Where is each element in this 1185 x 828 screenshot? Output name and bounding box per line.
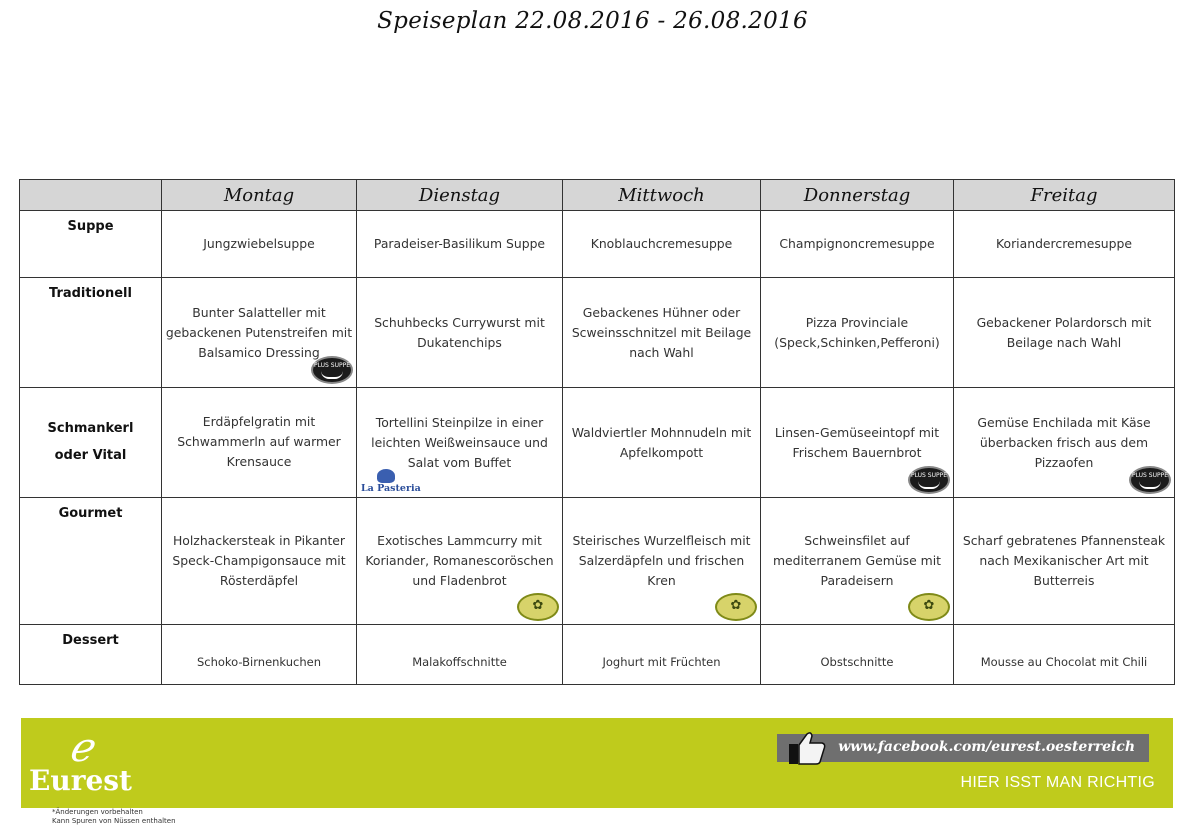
day-header-mittwoch: Mittwoch	[563, 180, 761, 211]
dish-cell: Knoblauchcremesuppe	[563, 211, 761, 278]
category-suppe: Suppe	[20, 211, 162, 278]
dish-cell: Champignoncremesuppe	[761, 211, 954, 278]
dish-text: Bunter Salatteller mit gebackenen Putenstreifen mit Balsamico Dressing	[165, 304, 353, 360]
dish-cell: Mousse au Chocolat mit Chili	[954, 625, 1175, 685]
dish-cell: Gebackenes Hühner oder Scweinsschnitzel mit Beilage nach Wahl	[563, 278, 761, 388]
facebook-bar[interactable]	[777, 734, 1149, 762]
eurest-brand: Eurest	[29, 764, 132, 797]
dish-cell: Koriandercremesuppe	[954, 211, 1175, 278]
dish-text: Steirisches Wurzelfleisch mit Salzerdäpfeln und frischen Kren	[572, 533, 751, 588]
dish-cell: Joghurt mit Früchten	[563, 625, 761, 685]
dish-cell: Pizza Provinciale (Speck,Schinken,Pefferoni)	[761, 278, 954, 388]
thumbs-up-icon	[787, 730, 827, 766]
row-gourmet	[20, 498, 1175, 625]
dish-text: Linsen-Gemüseeintopf mit Frischem Bauernbrot	[774, 424, 940, 460]
dish-text: Gemüse Enchilada mit Käse überbacken frisch aus dem Pizzaofen	[977, 414, 1151, 470]
dish-cell	[761, 388, 954, 498]
header-row	[20, 180, 1175, 211]
dish-cell	[954, 388, 1175, 498]
dish-text: Schweinsfilet auf mediterranem Gemüse mit Paradeisern	[772, 533, 942, 588]
dish-text: Tortellini Steinpilze in einer leichten Weißweinsauce und Salat vom Buffet	[371, 414, 548, 470]
dish-cell: Waldviertler Mohnnudeln mit Apfelkompott	[563, 388, 761, 498]
dish-cell: Obstschnitte	[761, 625, 954, 685]
soup-bowl-icon	[918, 481, 940, 489]
dish-cell: Scharf gebratenes Pfannensteak nach Mexikanischer Art mit Butterreis	[954, 498, 1175, 625]
footnote-nuts: Kann Spuren von Nüssen enthalten	[52, 817, 176, 825]
plus-suppe-icon	[1129, 466, 1171, 494]
dish-cell: Holzhackersteak in Pikanter Speck-Champigonsauce mit Rösterdäpfel	[162, 498, 357, 625]
dish-cell: Gebackener Polardorsch mit Beilage nach Wahl	[954, 278, 1175, 388]
category-gourmet: Gourmet	[20, 498, 162, 625]
menu-table	[19, 179, 1175, 685]
row-dessert	[20, 625, 1175, 685]
plus-suppe-label: PLUS SUPPE	[314, 362, 350, 369]
facebook-link[interactable]: www.facebook.com/eurest.oesterreich	[838, 739, 1135, 755]
la-pasteria-label: La Pasteria	[361, 483, 421, 494]
soup-bowl-icon	[321, 371, 343, 379]
day-header-montag: Montag	[162, 180, 357, 211]
soup-bowl-icon	[1139, 481, 1161, 489]
page-title: Speiseplan 22.08.2016 - 26.08.2016	[377, 8, 808, 34]
day-header-donnerstag: Donnerstag	[761, 180, 954, 211]
plus-suppe-label: PLUS SUPPE	[1132, 472, 1168, 479]
row-schmankerl	[20, 388, 1175, 498]
footnotes	[52, 808, 176, 826]
dish-cell: Malakoffschnitte	[357, 625, 563, 685]
dish-cell: Jungzwiebelsuppe	[162, 211, 357, 278]
dish-cell: Paradeiser-Basilikum Suppe	[357, 211, 563, 278]
plus-suppe-label: PLUS SUPPE	[911, 472, 947, 479]
dish-cell: Erdäpfelgratin mit Schwammerln auf warmer Krensauce	[162, 388, 357, 498]
dish-cell	[162, 278, 357, 388]
day-header-freitag: Freitag	[954, 180, 1175, 211]
dish-cell: Schuhbecks Currywurst mit Dukatenchips	[357, 278, 563, 388]
chef-icon	[377, 469, 395, 483]
category-dessert: Dessert	[20, 625, 162, 685]
eurest-logo	[29, 725, 132, 797]
gourmet-seal-icon: ✿	[715, 593, 757, 621]
dish-cell	[357, 498, 563, 625]
row-traditionell	[20, 278, 1175, 388]
slogan: HIER ISST MAN RICHTIG	[960, 774, 1155, 791]
category-line: oder Vital	[54, 448, 127, 463]
category-schmankerl	[20, 388, 162, 498]
dish-cell: Schoko-Birnenkuchen	[162, 625, 357, 685]
dish-cell	[761, 498, 954, 625]
header-corner	[20, 180, 162, 211]
plus-suppe-icon	[311, 356, 353, 384]
row-suppe	[20, 211, 1175, 278]
la-pasteria-logo-icon	[361, 469, 419, 495]
footer-banner	[21, 718, 1173, 808]
plus-suppe-icon	[908, 466, 950, 494]
eurest-swirl-icon: ℯ	[68, 725, 93, 771]
day-header-dienstag: Dienstag	[357, 180, 563, 211]
dish-text: Exotisches Lammcurry mit Koriander, Romanescoröschen und Fladenbrot	[365, 533, 554, 588]
gourmet-seal-icon: ✿	[908, 593, 950, 621]
category-line: Schmankerl	[47, 421, 134, 436]
footnote-changes: *Änderungen vorbehalten	[52, 808, 143, 816]
dish-cell	[563, 498, 761, 625]
category-traditionell: Traditionell	[20, 278, 162, 388]
gourmet-seal-icon: ✿	[517, 593, 559, 621]
dish-cell	[357, 388, 563, 498]
